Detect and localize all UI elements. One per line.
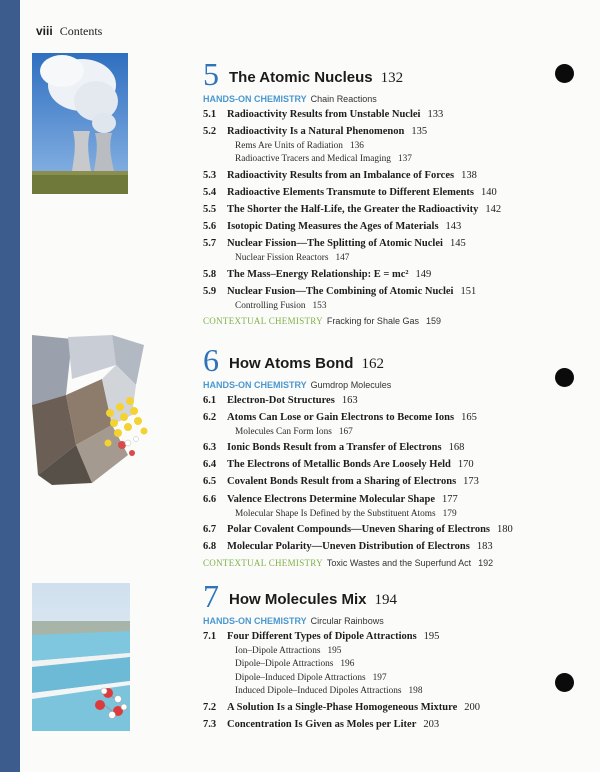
toc-subsection[interactable] — [235, 645, 480, 657]
section-page: 138 — [461, 169, 477, 181]
section-number: 5.4 — [203, 186, 217, 198]
page-number: viii — [36, 24, 53, 38]
contextual-page: 159 — [425, 315, 441, 326]
section-page: 170 — [457, 459, 474, 471]
chapter-number: 6 — [203, 342, 219, 378]
subsection-title: Dipole–Dipole Attractions — [235, 659, 334, 670]
section-title: Four Different Types of Dipole Attractions — [227, 630, 417, 642]
toc-subsection[interactable] — [235, 426, 513, 438]
section-number: 7.2 — [203, 701, 217, 713]
contextual-chemistry[interactable] — [203, 558, 513, 568]
section-title: Atoms Can Lose or Gain Electrons to Become Ions — [227, 411, 455, 423]
hands-on-activity — [203, 616, 480, 626]
subsection-title: Molecular Shape Is Defined by the Substituent Atoms — [235, 508, 436, 519]
toc-subsection[interactable] — [235, 672, 480, 684]
section-title: Polar Covalent Compounds—Uneven Sharing of Electrons — [227, 524, 491, 536]
section-number: 7.1 — [203, 630, 217, 642]
chapter-6 — [203, 340, 513, 568]
section-number: 5.1 — [203, 108, 217, 120]
hands-on-activity — [203, 94, 501, 104]
subsection-page: 179 — [442, 508, 457, 519]
toc-section[interactable] — [203, 186, 501, 200]
chapter-title — [229, 355, 384, 373]
binder-hole — [555, 673, 574, 692]
toc-section[interactable] — [203, 220, 501, 234]
section-title: The Mass–Energy Relationship: E = mc² — [227, 268, 409, 280]
section-number: 6.1 — [203, 394, 217, 406]
toc-section[interactable] — [203, 203, 501, 217]
hands-on-label: HANDS-ON CHEMISTRY — [203, 94, 307, 104]
hands-on-title: Gumdrop Molecules — [310, 380, 392, 390]
section-title: Ionic Bonds Result from a Transfer of Electrons — [227, 442, 442, 454]
section-page: 163 — [341, 394, 358, 406]
contextual-title: Toxic Wastes and the Superfund Act — [326, 557, 472, 568]
toc-subsection[interactable] — [235, 658, 480, 670]
section-number: 6.8 — [203, 541, 217, 553]
section-page: 140 — [481, 186, 497, 198]
subsection-page: 136 — [349, 140, 364, 151]
subsection-title: Dipole–Induced Dipole Attractions — [235, 672, 366, 683]
section-number: 6.2 — [203, 411, 217, 423]
section-number: 5.8 — [203, 268, 217, 280]
section-title: Radioactivity Is a Natural Phenomenon — [227, 125, 405, 137]
section-number: 6.6 — [203, 493, 217, 505]
subsection-page: 167 — [338, 426, 353, 437]
section-page: 168 — [448, 442, 465, 454]
chapter-title-text: How Atoms Bond — [229, 355, 354, 372]
section-page: 183 — [476, 541, 493, 553]
toc-section[interactable] — [203, 125, 501, 139]
section-title: Radioactive Elements Transmute to Different Elements — [227, 186, 475, 198]
subsection-page: 153 — [312, 300, 327, 311]
chapter-title — [229, 591, 397, 609]
toc-subsection[interactable] — [235, 508, 513, 520]
hands-on-title: Circular Rainbows — [310, 616, 384, 626]
section-number: 5.3 — [203, 169, 217, 181]
section-title: Valence Electrons Determine Molecular Shape — [227, 493, 436, 505]
section-title: Nuclear Fusion—The Combining of Atomic Nuclei — [227, 285, 454, 297]
toc-section[interactable] — [203, 458, 513, 472]
contextual-label: CONTEXTUAL CHEMISTRY — [203, 315, 323, 326]
toc-subsection[interactable] — [235, 252, 501, 264]
toc-section[interactable] — [203, 108, 501, 122]
chapter-5 — [203, 54, 501, 326]
section-page: 180 — [497, 524, 513, 536]
section-title: The Shorter the Half-Life, the Greater the Radioactivity — [227, 203, 479, 215]
subsection-page: 147 — [335, 253, 350, 264]
section-number: 7.3 — [203, 718, 217, 730]
hands-on-activity — [203, 380, 513, 390]
chapter-number: 5 — [203, 56, 219, 92]
chapter-page: 162 — [361, 356, 384, 372]
toc-section[interactable] — [203, 268, 501, 282]
running-title: Contents — [59, 24, 103, 38]
section-page: 135 — [411, 125, 428, 137]
binder-hole — [555, 64, 574, 83]
crystal-molecule-collage — [32, 335, 150, 485]
chapter-number: 7 — [203, 578, 219, 614]
toc-section[interactable] — [203, 285, 501, 299]
toc-subsection[interactable] — [235, 685, 480, 697]
chapter-page: 194 — [374, 592, 398, 608]
section-number: 5.6 — [203, 221, 217, 233]
toc-subsection[interactable] — [235, 300, 501, 312]
toc-subsection[interactable] — [235, 153, 501, 165]
subsection-title: Rems Are Units of Radiation — [235, 140, 343, 151]
chapter-title-text: How Molecules Mix — [229, 591, 367, 608]
section-page: 165 — [461, 411, 477, 423]
toc-section[interactable] — [203, 237, 501, 251]
section-page: 195 — [423, 630, 440, 642]
subsection-page: 195 — [327, 645, 342, 656]
hands-on-title: Chain Reactions — [310, 94, 377, 104]
contextual-page: 192 — [478, 557, 494, 568]
toc-section[interactable] — [203, 718, 480, 732]
section-page: 177 — [442, 493, 458, 505]
toc-section[interactable] — [203, 441, 513, 455]
section-number: 5.5 — [203, 203, 217, 215]
blue-spine-bar — [0, 0, 20, 772]
section-page: 149 — [415, 268, 432, 280]
subsection-title: Radioactive Tracers and Medical Imaging — [235, 154, 391, 165]
toc-section[interactable] — [203, 540, 513, 554]
toc-section[interactable] — [203, 394, 513, 408]
toc-subsection[interactable] — [235, 140, 501, 152]
binder-hole — [555, 368, 574, 387]
section-title: The Electrons of Metallic Bonds Are Loosely Held — [227, 459, 451, 471]
subsection-page: 137 — [397, 154, 412, 165]
section-title: Radioactivity Results from an Imbalance of Forces — [227, 169, 455, 181]
section-page: 133 — [427, 108, 444, 120]
cooling-towers-photo — [32, 53, 128, 194]
thermal-pools-photo — [32, 583, 130, 731]
section-page: 145 — [449, 238, 466, 250]
section-title: A Solution Is a Single-Phase Homogeneous Mixture — [227, 701, 458, 713]
section-title: Radioactivity Results from Unstable Nuclei — [227, 108, 421, 120]
section-title: Covalent Bonds Result from a Sharing of Electrons — [227, 476, 457, 488]
subsection-title: Ion–Dipole Attractions — [235, 645, 321, 656]
section-number: 5.2 — [203, 125, 217, 137]
section-page: 143 — [445, 221, 462, 233]
hands-on-label: HANDS-ON CHEMISTRY — [203, 380, 307, 390]
section-page: 151 — [460, 285, 477, 297]
section-number: 6.5 — [203, 476, 217, 488]
subsection-title: Induced Dipole–Induced Dipoles Attractions — [235, 686, 402, 697]
section-title: Isotopic Dating Measures the Ages of Materials — [227, 221, 439, 233]
chapter-title — [229, 69, 403, 87]
toc-section[interactable] — [203, 493, 513, 507]
toc-section[interactable] — [203, 169, 501, 183]
subsection-page: 196 — [340, 659, 355, 670]
toc-section[interactable] — [203, 475, 513, 489]
subsection-page: 198 — [408, 686, 423, 697]
toc-section[interactable] — [203, 411, 513, 425]
section-number: 6.3 — [203, 442, 217, 454]
chapter-page: 132 — [380, 70, 404, 86]
subsection-title: Controlling Fusion — [235, 300, 306, 311]
hands-on-label: HANDS-ON CHEMISTRY — [203, 616, 307, 626]
section-page: 173 — [463, 476, 479, 488]
section-title: Concentration Is Given as Moles per Liter — [227, 718, 417, 730]
toc-section[interactable] — [203, 630, 480, 644]
running-header — [36, 24, 102, 39]
section-title: Molecular Polarity—Uneven Distribution of Electrons — [227, 541, 470, 553]
section-page: 142 — [485, 203, 502, 215]
subsection-title: Nuclear Fission Reactors — [235, 253, 329, 264]
subsection-title: Molecules Can Form Ions — [235, 426, 332, 437]
section-number: 5.9 — [203, 285, 217, 297]
section-page: 203 — [423, 718, 440, 730]
section-page: 200 — [464, 701, 480, 713]
section-number: 6.7 — [203, 524, 217, 536]
chapter-7 — [203, 576, 480, 731]
section-number: 6.4 — [203, 459, 217, 471]
section-title: Nuclear Fission—The Splitting of Atomic Nuclei — [227, 238, 443, 250]
toc-section[interactable] — [203, 701, 480, 715]
contextual-label: CONTEXTUAL CHEMISTRY — [203, 557, 323, 568]
section-number: 5.7 — [203, 238, 217, 250]
section-title: Electron-Dot Structures — [227, 394, 335, 406]
contextual-title: Fracking for Shale Gas — [326, 315, 419, 326]
contextual-chemistry[interactable] — [203, 316, 501, 326]
chapter-title-text: The Atomic Nucleus — [229, 69, 373, 86]
toc-section[interactable] — [203, 523, 513, 537]
subsection-page: 197 — [372, 672, 387, 683]
